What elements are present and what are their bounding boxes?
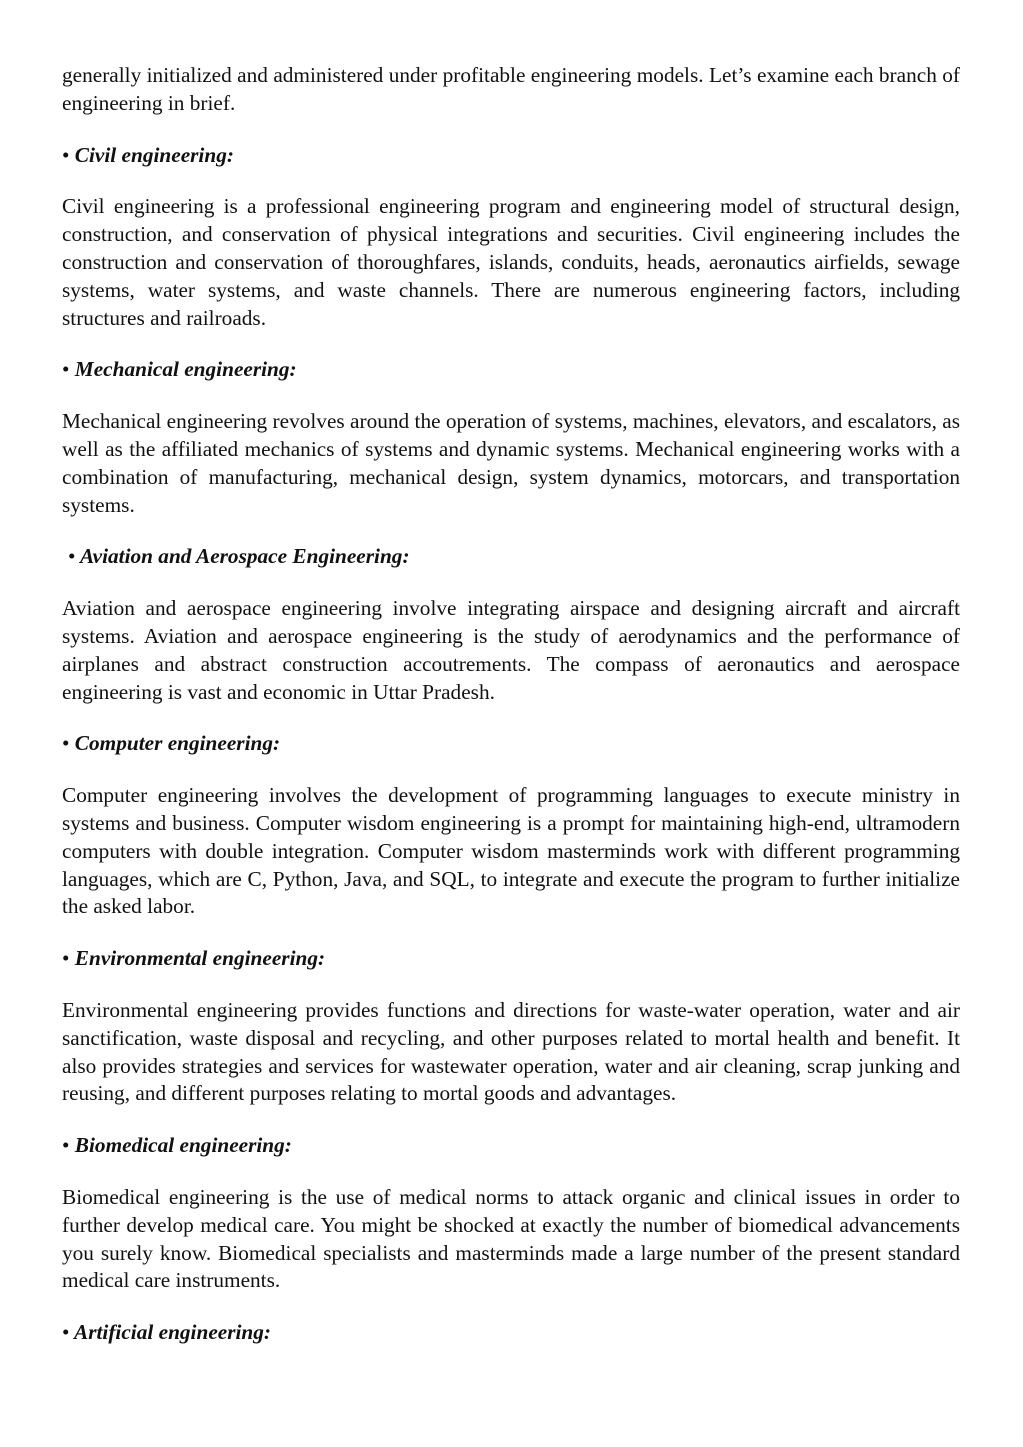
section-heading-text: Computer engineering: [74,731,281,756]
section-heading-text: Biomedical engineering: [74,1133,292,1158]
section-body-biomedical: Biomedical engineering is the use of medical norms to attack organic and clinical issues in order to further develop medical care. You might be shocked at exactly the number of biomedical advancements you surely know. Biomedical specialists and masterminds made a large number of the present standard medical care instruments. [62,1184,960,1293]
section-heading-text: Aviation and Aerospace Engineering: [80,544,410,569]
section-body-aerospace: Aviation and aerospace engineering involve integrating airspace and designing aircraft and aircraft systems. Aviation and aerospace engineering is the study of aerodynamics and the performance of airplanes and abstract construction accoutrements. The compass of aeronautics and aerospace engineering is vast and economic in Uttar Pradesh. [62,596,960,704]
section-heading-aerospace [62,543,960,571]
section-heading-civil [62,142,960,170]
section-heading-text: Artificial engineering: [74,1320,272,1345]
section-heading-mechanical [62,356,960,384]
section-heading-environmental [62,945,960,973]
section-body-environmental: Environmental engineering provides functions and directions for waste-water operation, water and air sanctification, waste disposal and recycling, and other purposes related to mortal health and benefit. It also provides strategies and services for wastewater operation, water and air cleaning, scrap junking and reusing, and different purposes relating to mortal goods and advantages. [62,997,960,1106]
bullet-icon: • [62,357,70,382]
intro-paragraph: generally initialized and administered under profitable engineering models. Let’s examine each branch of engineering in brief. [62,63,960,115]
section-heading-artificial [62,1319,960,1347]
section-heading-text: Mechanical engineering: [74,357,297,382]
document-page [62,62,960,1371]
section-body-civil: Civil engineering is a professional engineering program and engineering model of structural design, construction, and conservation of physical integrations and securities. Civil engineering includes the construction and conservation of thoroughfares, islands, conduits, heads, aeronautics airfields, sewage systems, water systems, and waste channels. There are numerous engineering factors, including structures and railroads. [62,194,960,330]
bullet-icon: • [62,1320,70,1345]
section-heading-text: Civil engineering: [74,142,234,167]
bullet-icon: • [68,544,76,569]
section-heading-biomedical [62,1132,960,1160]
bullet-icon: • [62,946,70,971]
section-body-mechanical: Mechanical engineering revolves around the operation of systems, machines, elevators, and escalators, as well as the affiliated mechanics of systems and dynamic systems. Mechanical engineering works with a combination of manufacturing, mechanical design, system dynamics, motorcars, and transportation systems. [62,409,960,517]
bullet-icon: • [62,142,70,167]
section-heading-computer [62,730,960,758]
section-body-computer: Computer engineering involves the development of programming languages to execute ministry in systems and business. Computer wisdom engineering is a prompt for maintaining high-end, ultramodern computers with double integration. Computer wisdom masterminds work with different programming languages, which are C, Python, Java, and SQL, to integrate and execute the program to further initialize the asked labor. [62,783,960,919]
bullet-icon: • [62,1133,70,1158]
section-heading-text: Environmental engineering: [74,946,326,971]
bullet-icon: • [62,731,70,756]
